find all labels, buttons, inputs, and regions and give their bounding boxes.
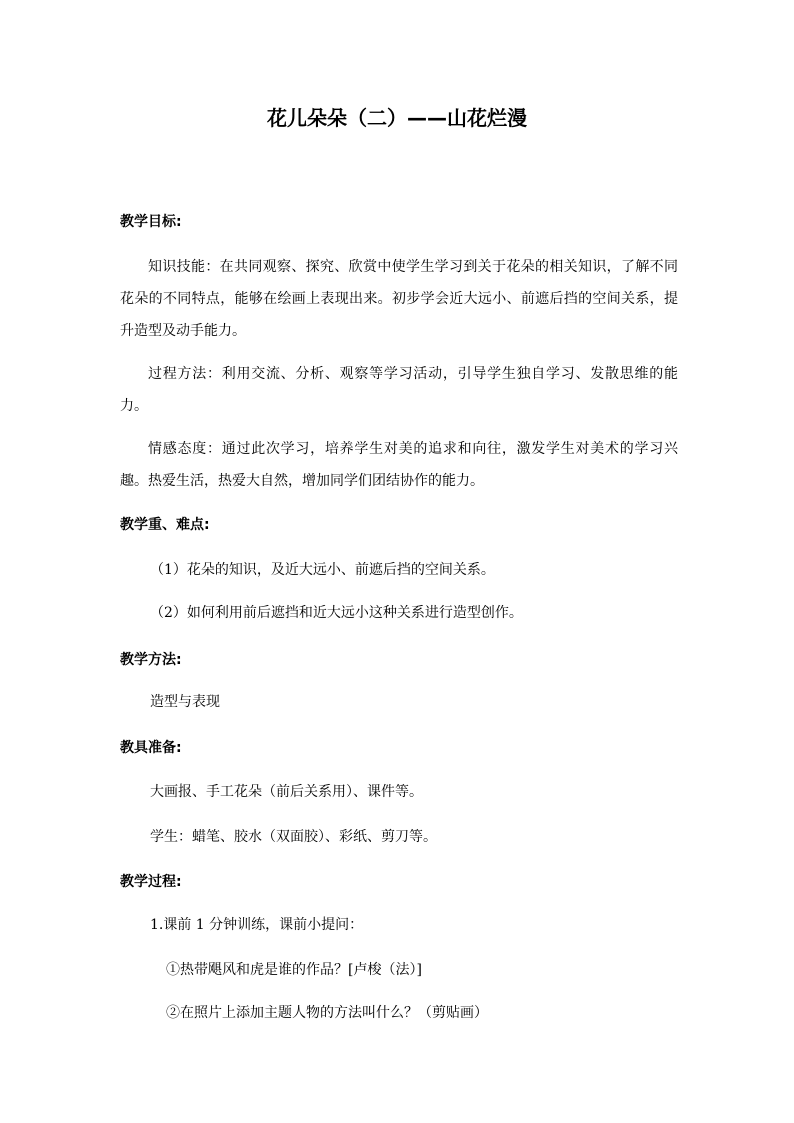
- method-text: 造型与表现: [150, 694, 220, 710]
- key-point-item: （1）花朵的知识，及近大远小、前遮后挡的空间关系。: [150, 562, 495, 578]
- section-heading-materials: 教具准备:: [120, 740, 182, 756]
- document-title: 花儿朵朵（二）——山花烂漫: [267, 106, 527, 130]
- section-heading-objectives: 教学目标:: [120, 214, 182, 230]
- section-heading-method: 教学方法:: [120, 652, 182, 668]
- paragraph-process-method: 过程方法：利用交流、分析、观察等学习活动，引导学生独自学习、发散思维的能力。: [120, 366, 678, 414]
- paragraph-knowledge-skills: 知识技能：在共同观察、探究、欣赏中使学生学习到关于花朵的相关知识，了解不同花朵的不同特点，能够在绘画上表现出来。初步学会近大远小、前遮后挡的空间关系，提升造型及动手能力。: [120, 259, 678, 339]
- process-step: 1.课前 1 分钟训练，课前小提问：: [150, 917, 364, 933]
- key-point-item: （2）如何利用前后遮挡和近大远小这种关系进行造型创作。: [150, 605, 523, 621]
- section-heading-key-points: 教学重、难点:: [120, 517, 210, 533]
- section-heading-process: 教学过程:: [120, 874, 182, 890]
- process-question: ①热带飓风和虎是谁的作品？[卢梭（法）]: [166, 962, 422, 978]
- process-question: ②在照片上添加主题人物的方法叫什么？（剪贴画）: [166, 1005, 488, 1021]
- materials-item: 学生：蜡笔、胶水（双面胶）、彩纸、剪刀等。: [150, 829, 437, 845]
- materials-item: 大画报、手工花朵（前后关系用）、课件等。: [150, 784, 423, 800]
- paragraph-emotion-attitude: 情感态度：通过此次学习，培养学生对美的追求和向往，激发学生对美术的学习兴趣。热爱生活，热爱大自然，增加同学们团结协作的能力。: [120, 441, 678, 489]
